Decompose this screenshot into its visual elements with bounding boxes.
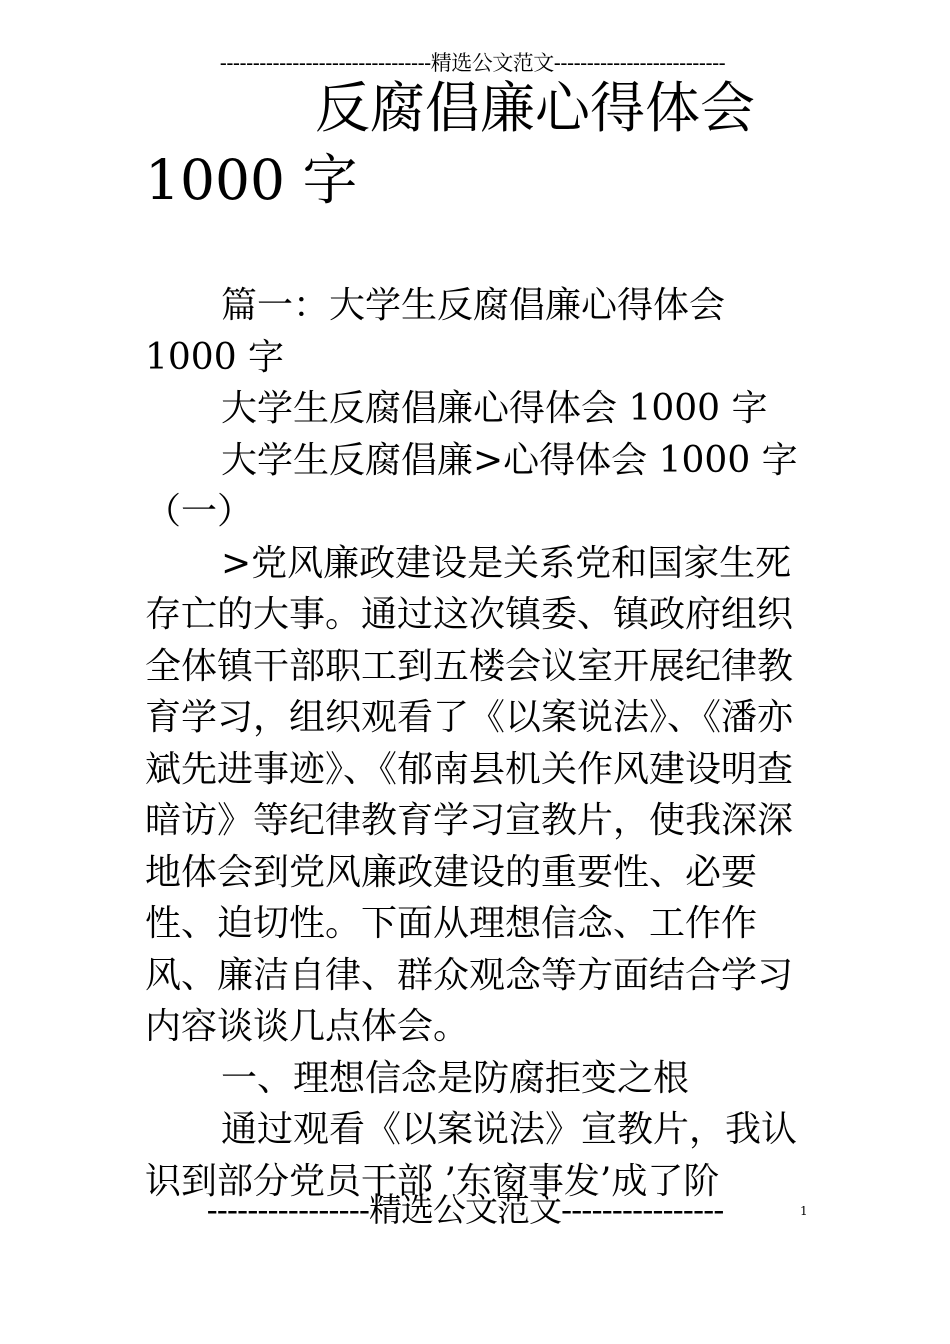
page-number: 1: [800, 1204, 808, 1218]
document-body: [145, 280, 810, 1207]
page-header: --------------------------------精选公文范文--------------------------: [219, 51, 726, 75]
sub-heading: 大学生反腐倡廉心得体会 1000 字: [221, 388, 768, 429]
section-heading-1: 篇一：大学生反腐倡廉心得体会 1000 字: [145, 285, 726, 378]
title-line-2: 1000 字: [145, 148, 358, 212]
section-heading-ideals: 一、理想信念是防腐拒变之根: [221, 1057, 690, 1099]
sub-heading-part-one: 大学生反腐倡廉>心得体会 1000 字（一）: [145, 439, 798, 532]
body-paragraph: 通过观看《以案说法》宣教片，我认识到部分党员干部 ’东窗事发’成了阶: [145, 1109, 798, 1202]
title-line-1: 反腐倡廉心得体会: [315, 76, 756, 140]
body-paragraph: >党风廉政建设是关系党和国家生死存亡的大事。通过这次镇委、镇政府组织全体镇干部职工到五楼会议室开展纪律教育学习，组织观看了《以案说法》、《潘亦斌先进事迹》、《郁南县机关作风建设明查暗访》等纪律教育学习宣教片，使我深深地体会到党风廉政建设的重要性、必要性、迫切性。下面从理想信念、工作作风、廉洁自律、群众观念等方面结合学习内容谈谈几点体会。: [145, 542, 794, 1047]
page-footer: ----------------精选公文范文----------------: [206, 1190, 724, 1229]
document-title: [145, 72, 805, 216]
